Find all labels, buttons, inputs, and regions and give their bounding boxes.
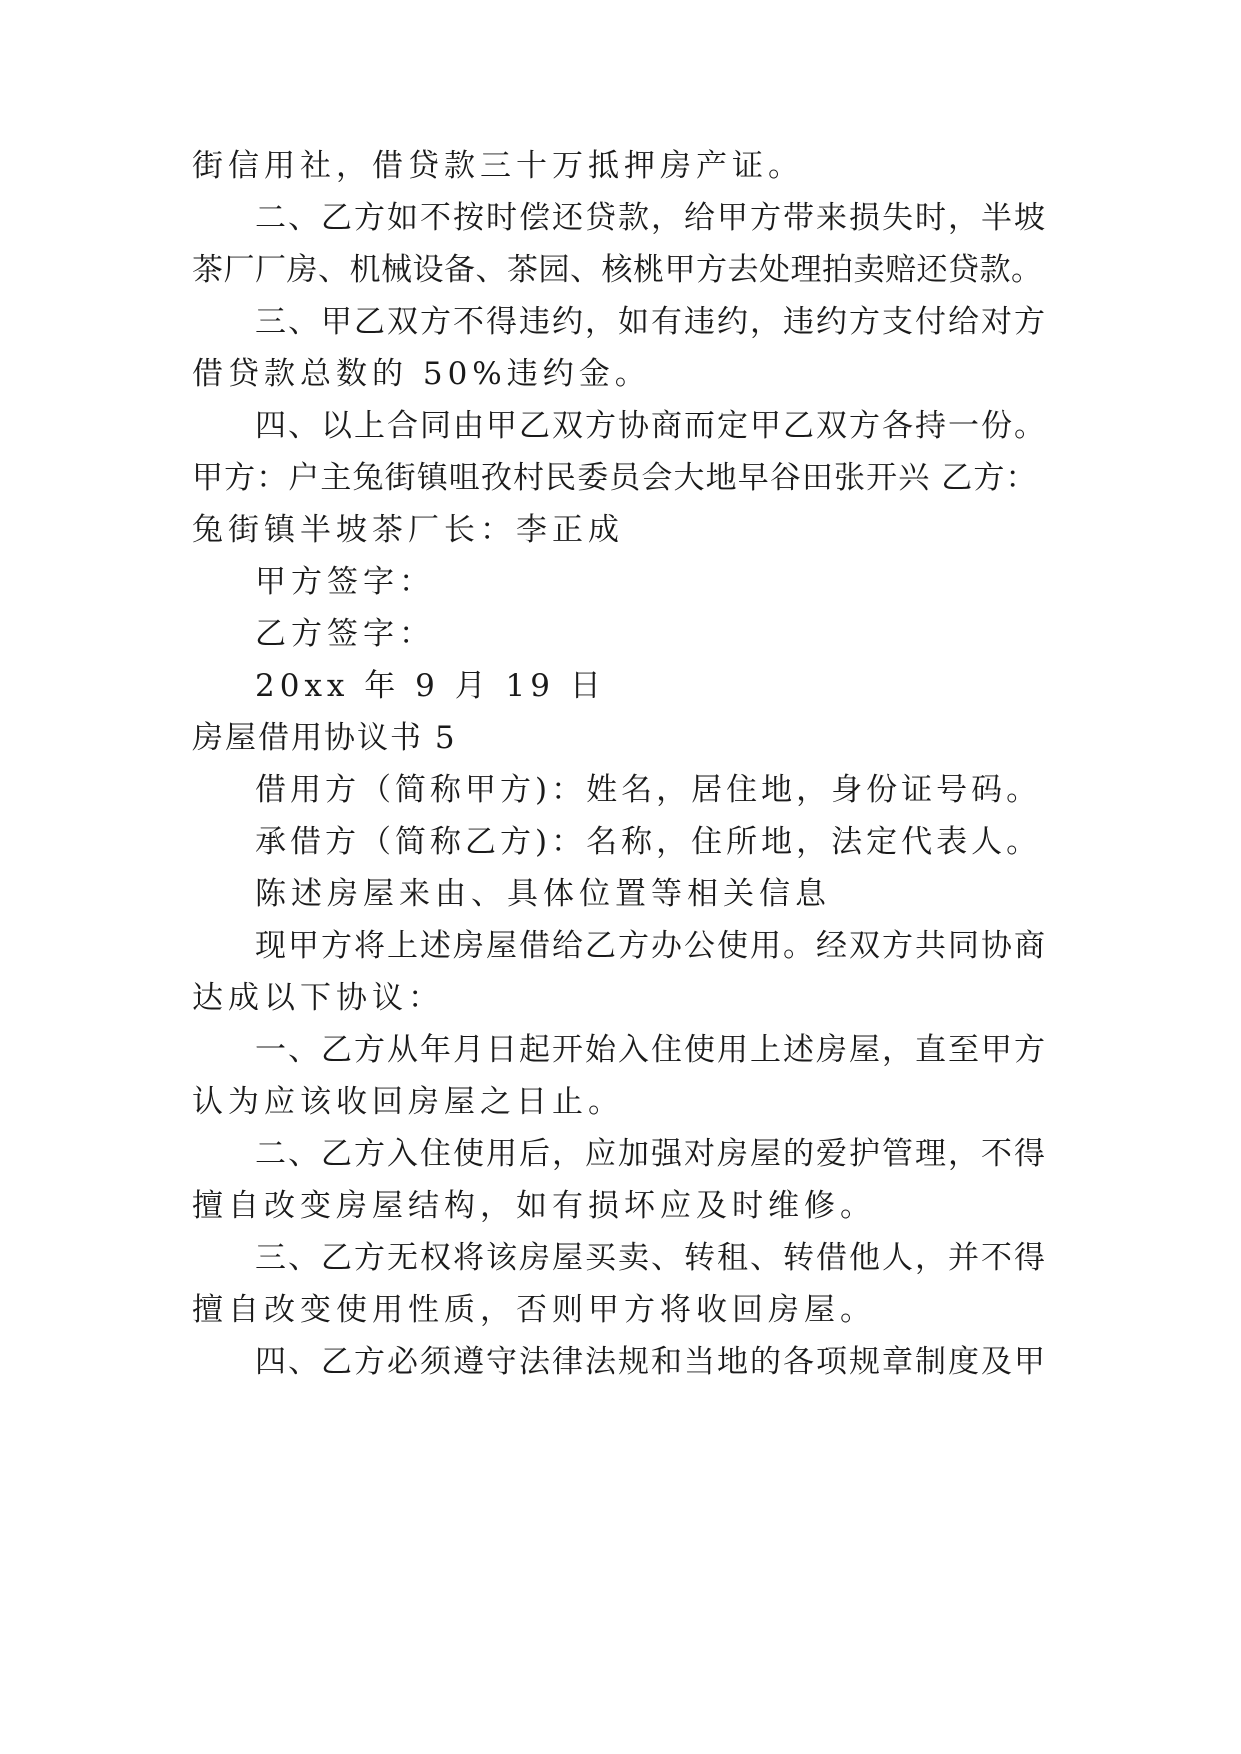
paragraph-line: 三、甲乙双方不得违约，如有违约，违约方支付给对方: [255, 304, 1047, 340]
paragraph-line: 擅自改变使用性质，否则甲方将收回房屋。: [192, 1292, 876, 1328]
paragraph-line: 认为应该收回房屋之日止。: [192, 1084, 624, 1120]
party-b-signature-label: 乙方签字：: [255, 616, 435, 652]
paragraph-line: 擅自改变房屋结构，如有损坏应及时维修。: [192, 1188, 876, 1224]
paragraph-line: 一、乙方从年月日起开始入住使用上述房屋，直至甲方: [255, 1032, 1047, 1068]
paragraph-line: 承借方（简称乙方)：名称，住所地，法定代表人。: [255, 824, 1042, 860]
paragraph-line: 四、以上合同由甲乙双方协商而定甲乙双方各持一份。: [255, 408, 1047, 444]
party-a-line: 甲方：户主兔街镇咀孜村民委员会大地早谷田张开兴 乙方：: [192, 460, 1038, 496]
paragraph-line: 二、乙方入住使用后，应加强对房屋的爱护管理，不得: [255, 1136, 1047, 1172]
paragraph-line: 借用方（简称甲方)：姓名，居住地，身份证号码。: [255, 772, 1042, 808]
party-b-line: 兔街镇半坡茶厂长：李正成: [192, 512, 624, 548]
paragraph-line: 三、乙方无权将该房屋买卖、转租、转借他人，并不得: [255, 1240, 1047, 1276]
paragraph-line: 借贷款总数的 50%违约金。: [192, 356, 651, 392]
paragraph-line: 茶厂厂房、机械设备、茶园、核桃甲方去处理拍卖赔还贷款。: [192, 252, 1043, 288]
paragraph-line: 陈述房屋来由、具体位置等相关信息: [255, 876, 831, 912]
paragraph-line: 达成以下协议：: [192, 980, 444, 1016]
paragraph-line: 现甲方将上述房屋借给乙方办公使用。经双方共同协商: [255, 928, 1047, 964]
party-a-signature-label: 甲方签字：: [255, 564, 435, 600]
paragraph-line: 四、乙方必须遵守法律法规和当地的各项规章制度及甲: [255, 1344, 1047, 1380]
paragraph-line: 街信用社，借贷款三十万抵押房产证。: [192, 148, 804, 184]
paragraph-line: 二、乙方如不按时偿还贷款，给甲方带来损失时，半坡: [255, 200, 1047, 236]
date-line: 20xx 年 9 月 19 日: [255, 668, 606, 704]
section-title: 房屋借用协议书 5: [192, 720, 457, 756]
